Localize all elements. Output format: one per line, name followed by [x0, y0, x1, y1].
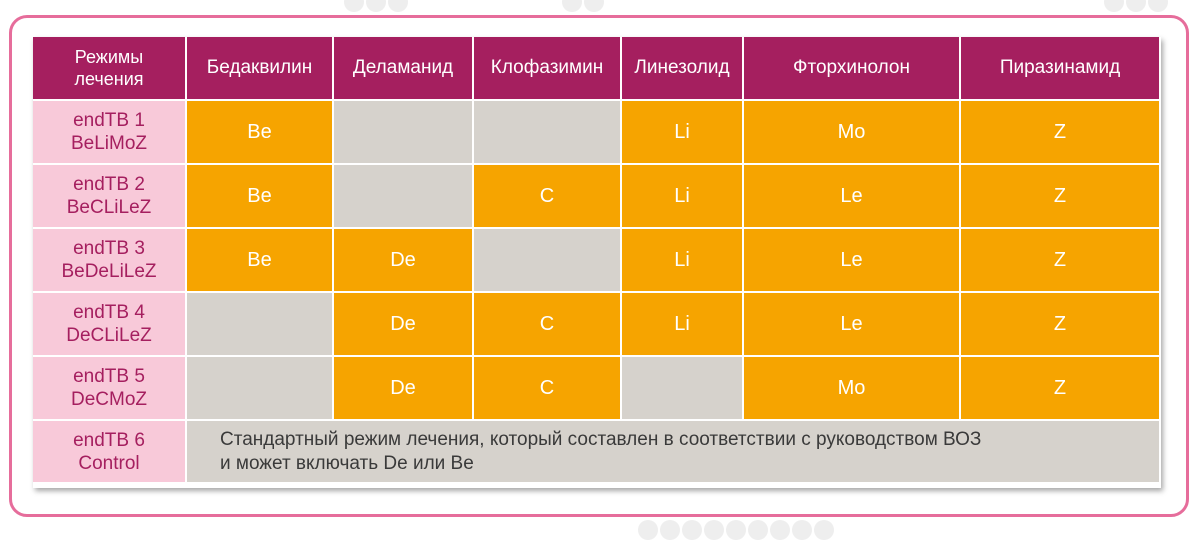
empty-cell	[187, 357, 334, 421]
table-cell: Be	[187, 165, 334, 229]
empty-cell	[334, 101, 474, 165]
decorative-dots-bottom	[638, 520, 838, 542]
table-cell: Le	[744, 165, 961, 229]
table-cell: De	[334, 293, 474, 357]
empty-cell	[187, 293, 334, 357]
table-cell: Le	[744, 293, 961, 357]
row-name: endTB 5	[73, 366, 145, 387]
table-cell: C	[474, 165, 622, 229]
row-code: DeCMoZ	[70, 389, 147, 410]
empty-cell	[474, 229, 622, 293]
table-cell: Z	[961, 165, 1161, 229]
row-label-endtb-4	[33, 293, 187, 357]
row-label-endtb-2	[33, 165, 187, 229]
row-name: endTB 3	[73, 238, 145, 259]
header-delamanid: Деламанид	[334, 37, 474, 101]
empty-cell	[622, 357, 744, 421]
header-linezolid: Линезолид	[622, 37, 744, 101]
table-cell: Li	[622, 229, 744, 293]
row-label-endtb-3	[33, 229, 187, 293]
row-code: BeCLiLeZ	[66, 197, 152, 218]
control-note-line1: Стандартный режим лечения, который составлен в соответствии с руководством ВОЗ	[220, 428, 982, 450]
row-code: BeDeLiLeZ	[61, 261, 157, 282]
row-code: Control	[78, 452, 140, 474]
table-cell: Be	[187, 229, 334, 293]
table-cell: Z	[961, 229, 1161, 293]
table-cell: C	[474, 293, 622, 357]
table-cell: Z	[961, 357, 1161, 421]
table-cell: Z	[961, 293, 1161, 357]
header-regimens-label	[33, 37, 187, 101]
row-name: endTB 4	[73, 302, 145, 323]
header-fluoroquinolone: Фторхинолон	[744, 37, 961, 101]
control-note-line2: и может включать De или Be	[220, 452, 474, 474]
header-clofazimine: Клофазимин	[474, 37, 622, 101]
table-cell: Li	[622, 165, 744, 229]
table-cell: Mo	[744, 101, 961, 165]
header-regimens-line1: Режимы	[74, 47, 144, 67]
row-name: endTB 6	[73, 429, 145, 451]
row-label-endtb-5	[33, 357, 187, 421]
header-regimens-line2: лечения	[74, 69, 144, 89]
row-name: endTB 2	[73, 174, 145, 195]
row-code: BeLiMoZ	[70, 133, 148, 154]
empty-cell	[334, 165, 474, 229]
table-cell: Z	[961, 101, 1161, 165]
control-note	[187, 421, 1161, 484]
row-name: endTB 1	[73, 110, 145, 131]
header-bedaquiline: Бедаквилин	[187, 37, 334, 101]
table-cell: Mo	[744, 357, 961, 421]
table-cell: De	[334, 229, 474, 293]
table-cell: Li	[622, 101, 744, 165]
row-label-endtb-1	[33, 101, 187, 165]
table-cell: Le	[744, 229, 961, 293]
table-cell: C	[474, 357, 622, 421]
row-label-endtb-6	[33, 421, 187, 484]
row-code: DeCLiLeZ	[66, 325, 152, 346]
regimens-table	[33, 37, 1161, 488]
table-cell: Li	[622, 293, 744, 357]
table-cell: Be	[187, 101, 334, 165]
header-pyrazinamide: Пиразинамид	[961, 37, 1161, 101]
empty-cell	[474, 101, 622, 165]
table-cell: De	[334, 357, 474, 421]
